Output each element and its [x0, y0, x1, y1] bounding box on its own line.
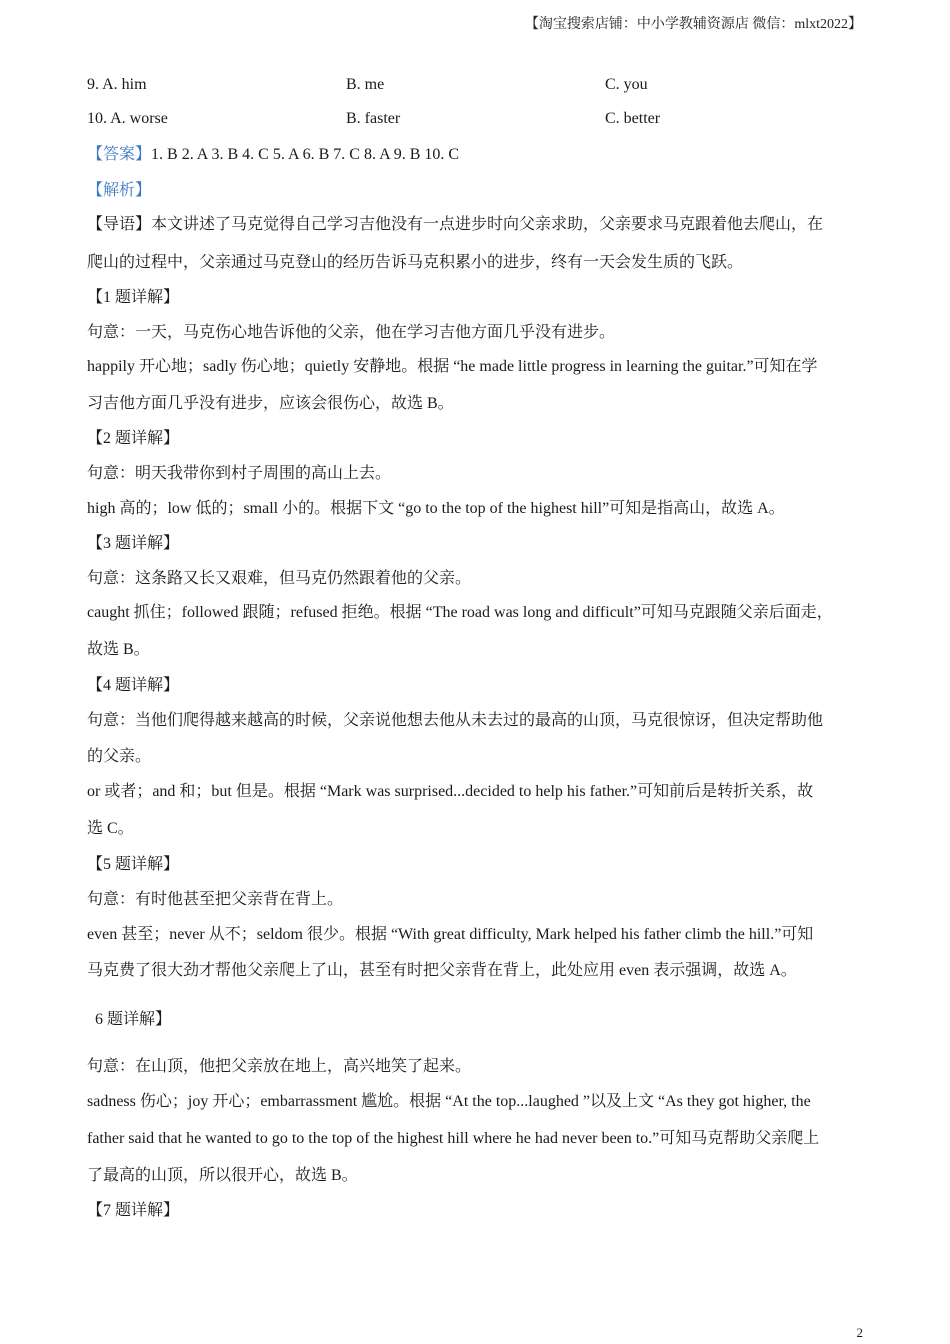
option-a: 10. A. worse: [87, 110, 168, 127]
text-line: 的父亲。: [87, 748, 152, 765]
section-heading: 【1 题详解】: [87, 289, 180, 306]
text-line: 爬山的过程中，父亲通过马克登山的经历告诉马克积累小的进步，终有一天会发生质的飞跃。: [87, 254, 744, 271]
text-line: even 甚至；never 从不；seldom 很少。根据 “With great difficulty, Mark helped his father climb the hill.”可知: [87, 926, 814, 943]
analysis-label: 【解析】: [87, 182, 152, 199]
text-line: 故选 B。: [87, 641, 150, 658]
option-b: B. faster: [346, 110, 401, 127]
question-9-options: [87, 76, 867, 98]
text-line: 句意：明天我带你到村子周围的高山上去。: [87, 465, 392, 482]
text-line: high 高的；low 低的；small 小的。根据下文 “go to the top of the highest hill”可知是指高山，故选 A。: [87, 500, 785, 517]
section-heading: 【7 题详解】: [87, 1202, 180, 1219]
option-b: B. me: [346, 76, 385, 93]
text-line: 了最高的山顶，所以很开心，故选 B。: [87, 1167, 358, 1184]
text-line: 句意：当他们爬得越来越高的时候，父亲说他想去他从未去过的最高的山顶，马克很惊讶，但决定帮助他: [87, 712, 824, 729]
section-heading: 【4 题详解】: [87, 677, 180, 694]
section-heading: 【5 题详解】: [87, 856, 180, 873]
text-line: father said that he wanted to go to the top of the highest hill where he had never been to.”可知马克帮助父亲爬上: [87, 1130, 820, 1147]
section-heading: 【3 题详解】: [87, 535, 180, 552]
option-c: C. better: [605, 110, 661, 127]
text-line: 【导语】本文讲述了马克觉得自己学习吉他没有一点进步时向父亲求助，父亲要求马克跟着他去爬山，在: [87, 216, 824, 233]
text-line: or 或者；and 和；but 但是。根据 “Mark was surprised...decided to help his father.”可知前后是转折关系，故: [87, 783, 814, 800]
option-a: 9. A. him: [87, 76, 147, 93]
text-line: caught 抓住；followed 跟随；refused 拒绝。根据 “The road was long and difficult”可知马克跟随父亲后面走，: [87, 604, 833, 621]
answer-text: 1. B 2. A 3. B 4. C 5. A 6. B 7. C 8. A 9. B 10. C: [151, 146, 460, 163]
question-10-options: [87, 110, 867, 132]
text-line: happily 开心地；sadly 伤心地；quietly 安静地。根据 “he made little progress in learning the guitar.”可知在学: [87, 358, 818, 375]
page-header: 【淘宝搜索店铺：中小学教辅资源店 微信：mlxt2022】: [524, 17, 862, 32]
text-line: 句意：这条路又长又艰难，但马克仍然跟着他的父亲。: [87, 570, 472, 587]
text-line: 习吉他方面几乎没有进步，应该会很伤心，故选 B。: [87, 395, 454, 412]
text-line: 句意：有时他甚至把父亲背在背上。: [87, 891, 344, 908]
section-heading: 【2 题详解】: [87, 430, 180, 447]
page-number: 2: [856, 1325, 863, 1340]
option-c: C. you: [605, 76, 648, 93]
answer-line: [87, 144, 862, 166]
text-line: sadness 伤心；joy 开心；embarrassment 尴尬。根据 “At the top...laughed ”以及上文 “As they got higher, the: [87, 1093, 811, 1110]
text-line: 马克费了很大劲才帮他父亲爬上了山，甚至有时把父亲背在背上，此处应用 even 表示强调，故选 A。: [87, 962, 797, 979]
text-line: 选 C。: [87, 820, 134, 837]
text-line: 句意：在山顶，他把父亲放在地上，高兴地笑了起来。: [87, 1058, 472, 1075]
answer-label: 【答案】: [87, 146, 152, 163]
section-heading: 6 题详解】: [87, 1011, 172, 1028]
text-line: 句意：一天，马克伤心地告诉他的父亲，他在学习吉他方面几乎没有进步。: [87, 324, 616, 341]
